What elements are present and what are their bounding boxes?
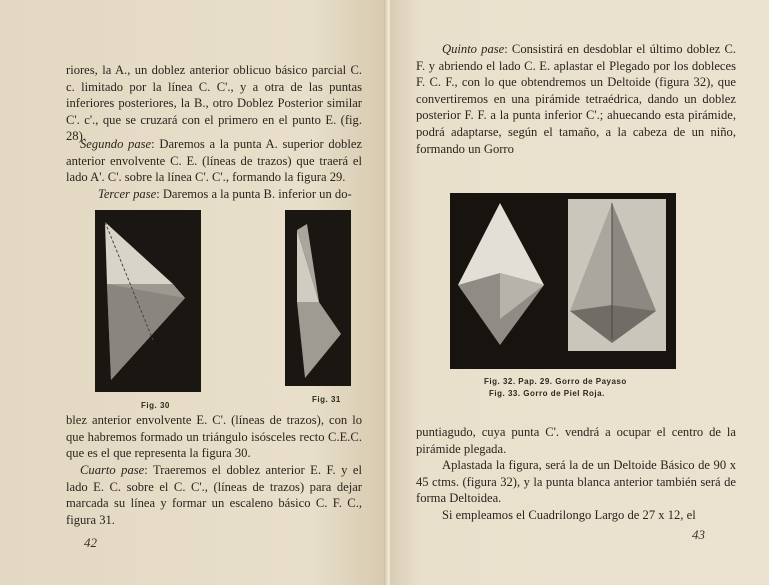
tercer-pase-label: Tercer pase <box>98 187 157 201</box>
figure-30-caption: Fig. 30 <box>141 401 170 410</box>
right-paragraph-3: Aplastada la figura, será la de un Deltoide Básico de 90 x 45 ctms. (figura 32), y la punta blanca anterior también será de forma Deltoidea. <box>416 458 736 506</box>
right-paragraph-1 <box>416 41 736 157</box>
segundo-pase-text: : Daremos a la punta A. superior doblez anterior envolvente C. E. (líneas de trazos) que traerá el lado A'. C'. sobre la línea C'. C'., formando la figura 29. <box>66 137 362 185</box>
figures-caption-line-2: Fig. 33. Gorro de Piel Roja. <box>489 389 605 398</box>
figures-caption-line-1: Fig. 32. Pap. 29. Gorro de Payaso <box>484 377 627 386</box>
left-paragraph-2 <box>66 136 362 186</box>
right-page-number: 43 <box>692 527 705 542</box>
figure-30-photo <box>95 210 201 392</box>
right-page <box>390 0 769 585</box>
left-paragraph-1: riores, la A., un doblez anterior oblicuo básico parcial C. c. limitado por la línea C. C'., y a otra de las puntas inferiores posteriores, la B., otro Doblez Posterior similar C'. c'., que se cruzará con el primero en el punto E. (fig. 28). <box>66 63 362 144</box>
left-paragraph-3 <box>66 186 362 203</box>
left-paragraph-4: blez anterior envolvente E. C'. (líneas de trazos), con lo que habremos formado un triángulo isósceles recto C.E.C. que es el que representa la figura 30. <box>66 413 362 461</box>
quinto-pase-text: : Consistirá en desdoblar el último doblez C. F. y abriendo el lado C. E. aplastar el Plegado por los dobleces F. C. F., con lo que obtendremos un Deltoide (figura 32), que convertiremos en una pirámide tetraédrica, dando un doblez posterior F. F. a la punta inferior C'.; ahuecando esta pirámide, podrá adaptarse, según el tamaño, a la cabeza de un niño, formando un Gorro <box>416 42 736 156</box>
left-page-number: 42 <box>84 535 97 550</box>
cuarto-pase-label: Cuarto pase <box>80 463 145 477</box>
left-paragraph-5 <box>66 462 362 528</box>
tercer-pase-text: : Daremos a la punta B. inferior un do- <box>156 187 352 201</box>
quinto-pase-label: Quinto pase <box>442 42 505 56</box>
figure-31-caption: Fig. 31 <box>312 395 341 404</box>
right-paragraph-4: Si empleamos el Cuadrilongo Largo de 27 x 12, el <box>442 508 696 522</box>
figures-32-33-photo <box>450 193 676 369</box>
figure-31-photo <box>285 210 351 386</box>
cuarto-pase-text: : Traeremos el doblez anterior E. F. y el lado E. C. sobre el C. C'., (líneas de trazos) para dejar marcada su línea y formar un escaleno básico C. F. C., figura 31. <box>66 463 362 527</box>
right-paragraph-2: puntiagudo, cuya punta C'. vendrá a ocupar el centro de la pirámide plegada. <box>416 425 736 456</box>
segundo-pase-label: Segundo pase <box>80 137 152 151</box>
